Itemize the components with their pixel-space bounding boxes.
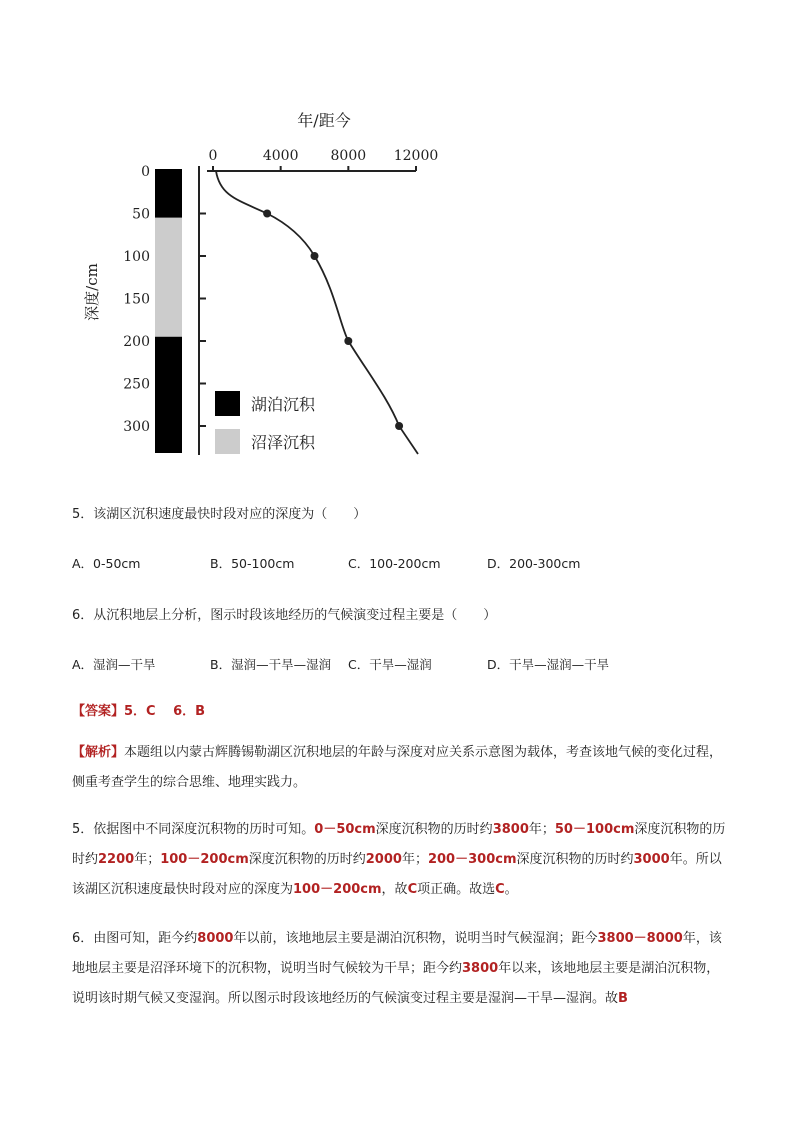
chart-legend — [215, 391, 316, 454]
q6-option-a: A．湿润—干旱 — [72, 657, 156, 672]
exp5-text: 项正确。故选 — [417, 882, 496, 897]
exp6-highlight: 8000 — [197, 931, 234, 946]
q6-option-b: B．湿润—干旱—湿润 — [210, 657, 332, 672]
y-tick-label: 50 — [132, 206, 150, 223]
exp5-highlight: 3000 — [633, 852, 670, 867]
data-point — [395, 422, 403, 430]
q5-option-a: A．0-50cm — [72, 556, 141, 571]
q6-option-d: D．干旱—湿润—干旱 — [487, 657, 610, 672]
exp6-highlight: 3800－8000 — [597, 931, 683, 946]
exp5-text: 5．依据图中不同深度沉积物的历时可知。 — [72, 822, 315, 837]
exp5-text: 深度沉积物的历时约 — [516, 852, 634, 867]
strata-band-1 — [155, 218, 182, 337]
exp5-text: 年； — [134, 852, 161, 867]
y-tick-label: 300 — [123, 419, 150, 435]
y-tick-label: 0 — [141, 164, 150, 180]
exp5-highlight: 100－200cm — [160, 852, 249, 867]
exp5-text: 年； — [528, 822, 555, 837]
legend-swatch-1 — [215, 429, 240, 454]
exp5-highlight: 100－200cm — [293, 882, 382, 897]
data-point — [263, 210, 271, 218]
strata-band-0 — [155, 169, 182, 218]
exp5-text: 。 — [504, 882, 518, 897]
exp5-highlight: 2200 — [98, 852, 135, 867]
exp5-text: 深度沉积物的历时约 — [248, 852, 366, 867]
exp6-text: 年以前，该地地层主要是湖泊沉积物，说明当时气候湿润；距今 — [233, 931, 598, 946]
q6-option-c: C．干旱—湿润 — [348, 657, 432, 672]
y-tick-label: 100 — [123, 249, 150, 265]
explanation-5 — [72, 815, 732, 905]
analysis-tag: 【解析】 — [72, 745, 125, 760]
question-6-stem: 6．从沉积地层上分析，图示时段该地经历的气候演变过程主要是（ ） — [72, 608, 497, 623]
exp5-highlight: 200－300cm — [427, 852, 517, 867]
exp5-text: 深度沉积物的历时约 — [72, 822, 726, 867]
chart-title: 年/距今 — [297, 111, 351, 130]
exp6-text: 年，该地地层主要是沼泽环境下的沉积物，说明当时气候较为干旱；距今约 — [72, 931, 722, 976]
exp6-text: 6．由图可知，距今约 — [72, 931, 198, 946]
data-point — [344, 337, 352, 345]
exp5-text: 年； — [401, 852, 428, 867]
answer-line: 【答案】5．C 6．B — [72, 704, 206, 719]
age-depth-series — [216, 171, 418, 454]
strata-column — [155, 169, 182, 453]
exp5-highlight: 0－50cm — [314, 822, 376, 837]
exp5-text: ，故 — [381, 882, 408, 897]
legend-label: 湖泊沉积 — [251, 395, 316, 414]
legend-swatch-0 — [215, 391, 240, 416]
q5-option-c: C．100-200cm — [348, 556, 441, 571]
x-tick-label: 0 — [208, 148, 218, 164]
age-depth-chart — [0, 0, 794, 480]
analysis-paragraph — [72, 738, 732, 798]
legend-label: 沼泽沉积 — [251, 433, 316, 452]
x-tick-label: 4000 — [262, 148, 299, 164]
exp6-highlight: 3800 — [462, 961, 499, 976]
y-tick-label: 200 — [123, 334, 150, 350]
y-tick-label: 250 — [123, 376, 150, 393]
exp6-text: 年以来，该地地层主要是湖泊沉积物，说明该时期气候又变湿润。所以图示时段该地经历的气候演变过程主要是湿润—干旱—湿润。故 — [72, 961, 720, 1006]
data-point — [311, 252, 319, 260]
q5-option-d: D．200-300cm — [487, 556, 581, 571]
exp5-highlight: 50－100cm — [554, 822, 635, 837]
exp6-highlight: B — [618, 991, 628, 1006]
x-tick-label: 8000 — [330, 148, 367, 164]
exp5-text: 年。所以该湖区沉积速度最快时段对应的深度为 — [72, 852, 722, 897]
q5-option-b: B．50-100cm — [210, 556, 295, 571]
strata-band-2 — [155, 337, 182, 453]
exp5-text: 深度沉积物的历时约 — [375, 822, 493, 837]
explanation-6 — [72, 924, 732, 1014]
y-tick-label: 150 — [123, 291, 150, 308]
question-5-stem: 5．该湖区沉积速度最快时段对应的深度为（ ） — [72, 507, 367, 522]
y-axis-label: 深度/cm — [83, 263, 101, 321]
analysis-text: 本题组以内蒙古辉腾锡勒湖区沉积地层的年龄与深度对应关系示意图为载体，考查该地气候的变化过程，侧重考查学生的综合思维、地理实践力。 — [72, 745, 723, 790]
exp5-highlight: 2000 — [365, 852, 402, 867]
exp5-highlight: 3800 — [492, 822, 529, 837]
exp5-highlight: C — [495, 882, 505, 897]
x-tick-label: 12000 — [393, 148, 439, 164]
exp5-highlight: C — [407, 882, 418, 897]
age-depth-curve — [216, 171, 418, 454]
